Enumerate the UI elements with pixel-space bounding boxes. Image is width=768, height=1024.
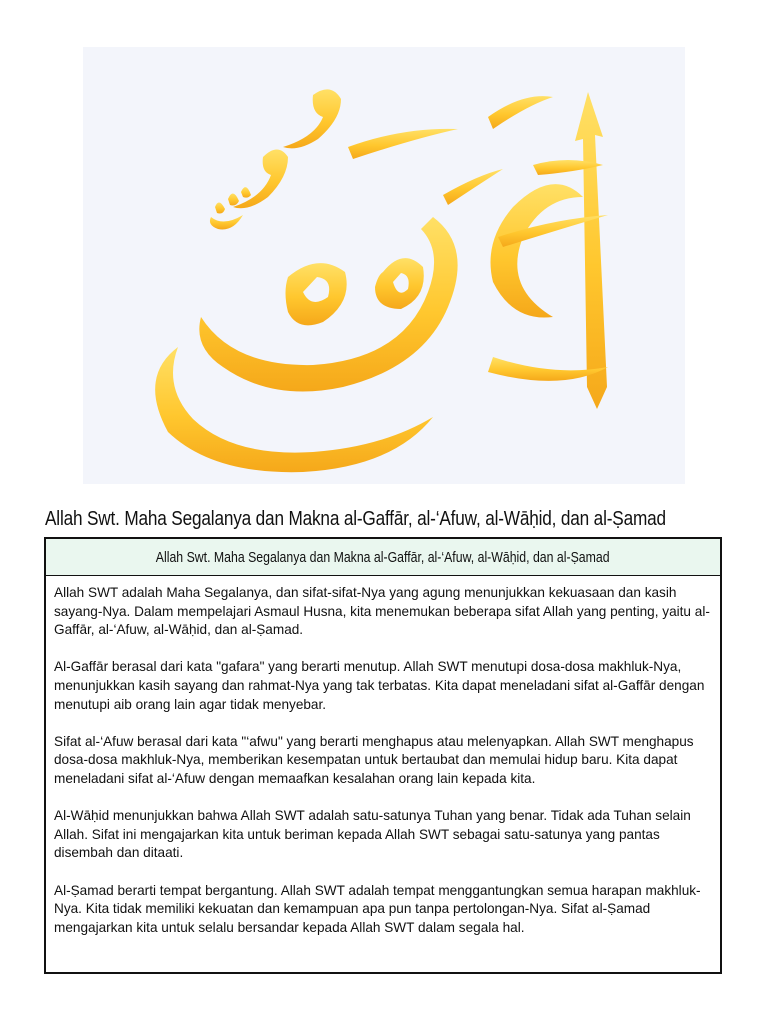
paragraph-al-gaffar: Al-Gaffār berasal dari kata "gafara" yang berarti menutup. Allah SWT menutupi dosa-dosa makhluk-Nya, menunjukkan kasih sayang dan rahmat-Nya yang tak terbatas. Kita dapat meneladani sifat al-Gaffār dengan menutupi aib orang lain agar tidak menyebar.	[54, 659, 705, 712]
table-body	[46, 576, 720, 937]
table-header-text: Allah Swt. Maha Segalanya dan Makna al-Gaffār, al-‘Afuw, al-Wāḥid, dan al-Ṣamad	[156, 548, 610, 566]
paragraph-al-samad: Al-Ṣamad berarti tempat bergantung. Allah SWT adalah tempat menggantungkan semua harapan makhluk-Nya. Kita tidak memiliki kekuatan dan kemampuan apa pun tanpa pertolongan-Nya. Sifat al-Ṣamad mengajarkan kita untuk selalu bersandar kepada Allah SWT dalam segala hal.	[54, 882, 701, 935]
paragraph-intro: Allah SWT adalah Maha Segalanya, dan sifat-sifat-Nya yang agung menunjukkan kekuasaan dan kasih sayang-Nya. Dalam mempelajari Asmaul Husna, kita menemukan beberapa sifat Allah yang penting, yaitu al-Gaffār, al-‘Afuw, al-Wāḥid, dan al-Ṣamad.	[54, 585, 710, 638]
paragraph-al-wahid: Al-Wāḥid menunjukkan bahwa Allah SWT adalah satu-satunya Tuhan yang benar. Tidak ada Tuhan selain Allah. Sifat ini mengajarkan kita untuk beriman kepada Allah SWT sebagai satu-satunya yang pantas disembah dan ditaati.	[54, 808, 691, 861]
calligraphy-image	[83, 47, 685, 484]
al-afuw-calligraphy	[83, 47, 685, 484]
content-table	[44, 537, 722, 974]
paragraph-al-afuw: Sifat al-‘Afuw berasal dari kata "‘afwu" yang berarti menghapus atau melenyapkan. Allah SWT menghapus dosa-dosa makhluk-Nya, memberikan kesempatan untuk bertaubat dan memulai hidup baru. Kita dapat meneladani sifat al-‘Afuw dengan memaafkan kesalahan orang lain kepada kita.	[54, 733, 694, 786]
table-header	[46, 539, 720, 576]
page-title: Allah Swt. Maha Segalanya dan Makna al-Gaffār, al-‘Afuw, al-Wāḥid, dan al-Ṣamad	[45, 508, 666, 530]
